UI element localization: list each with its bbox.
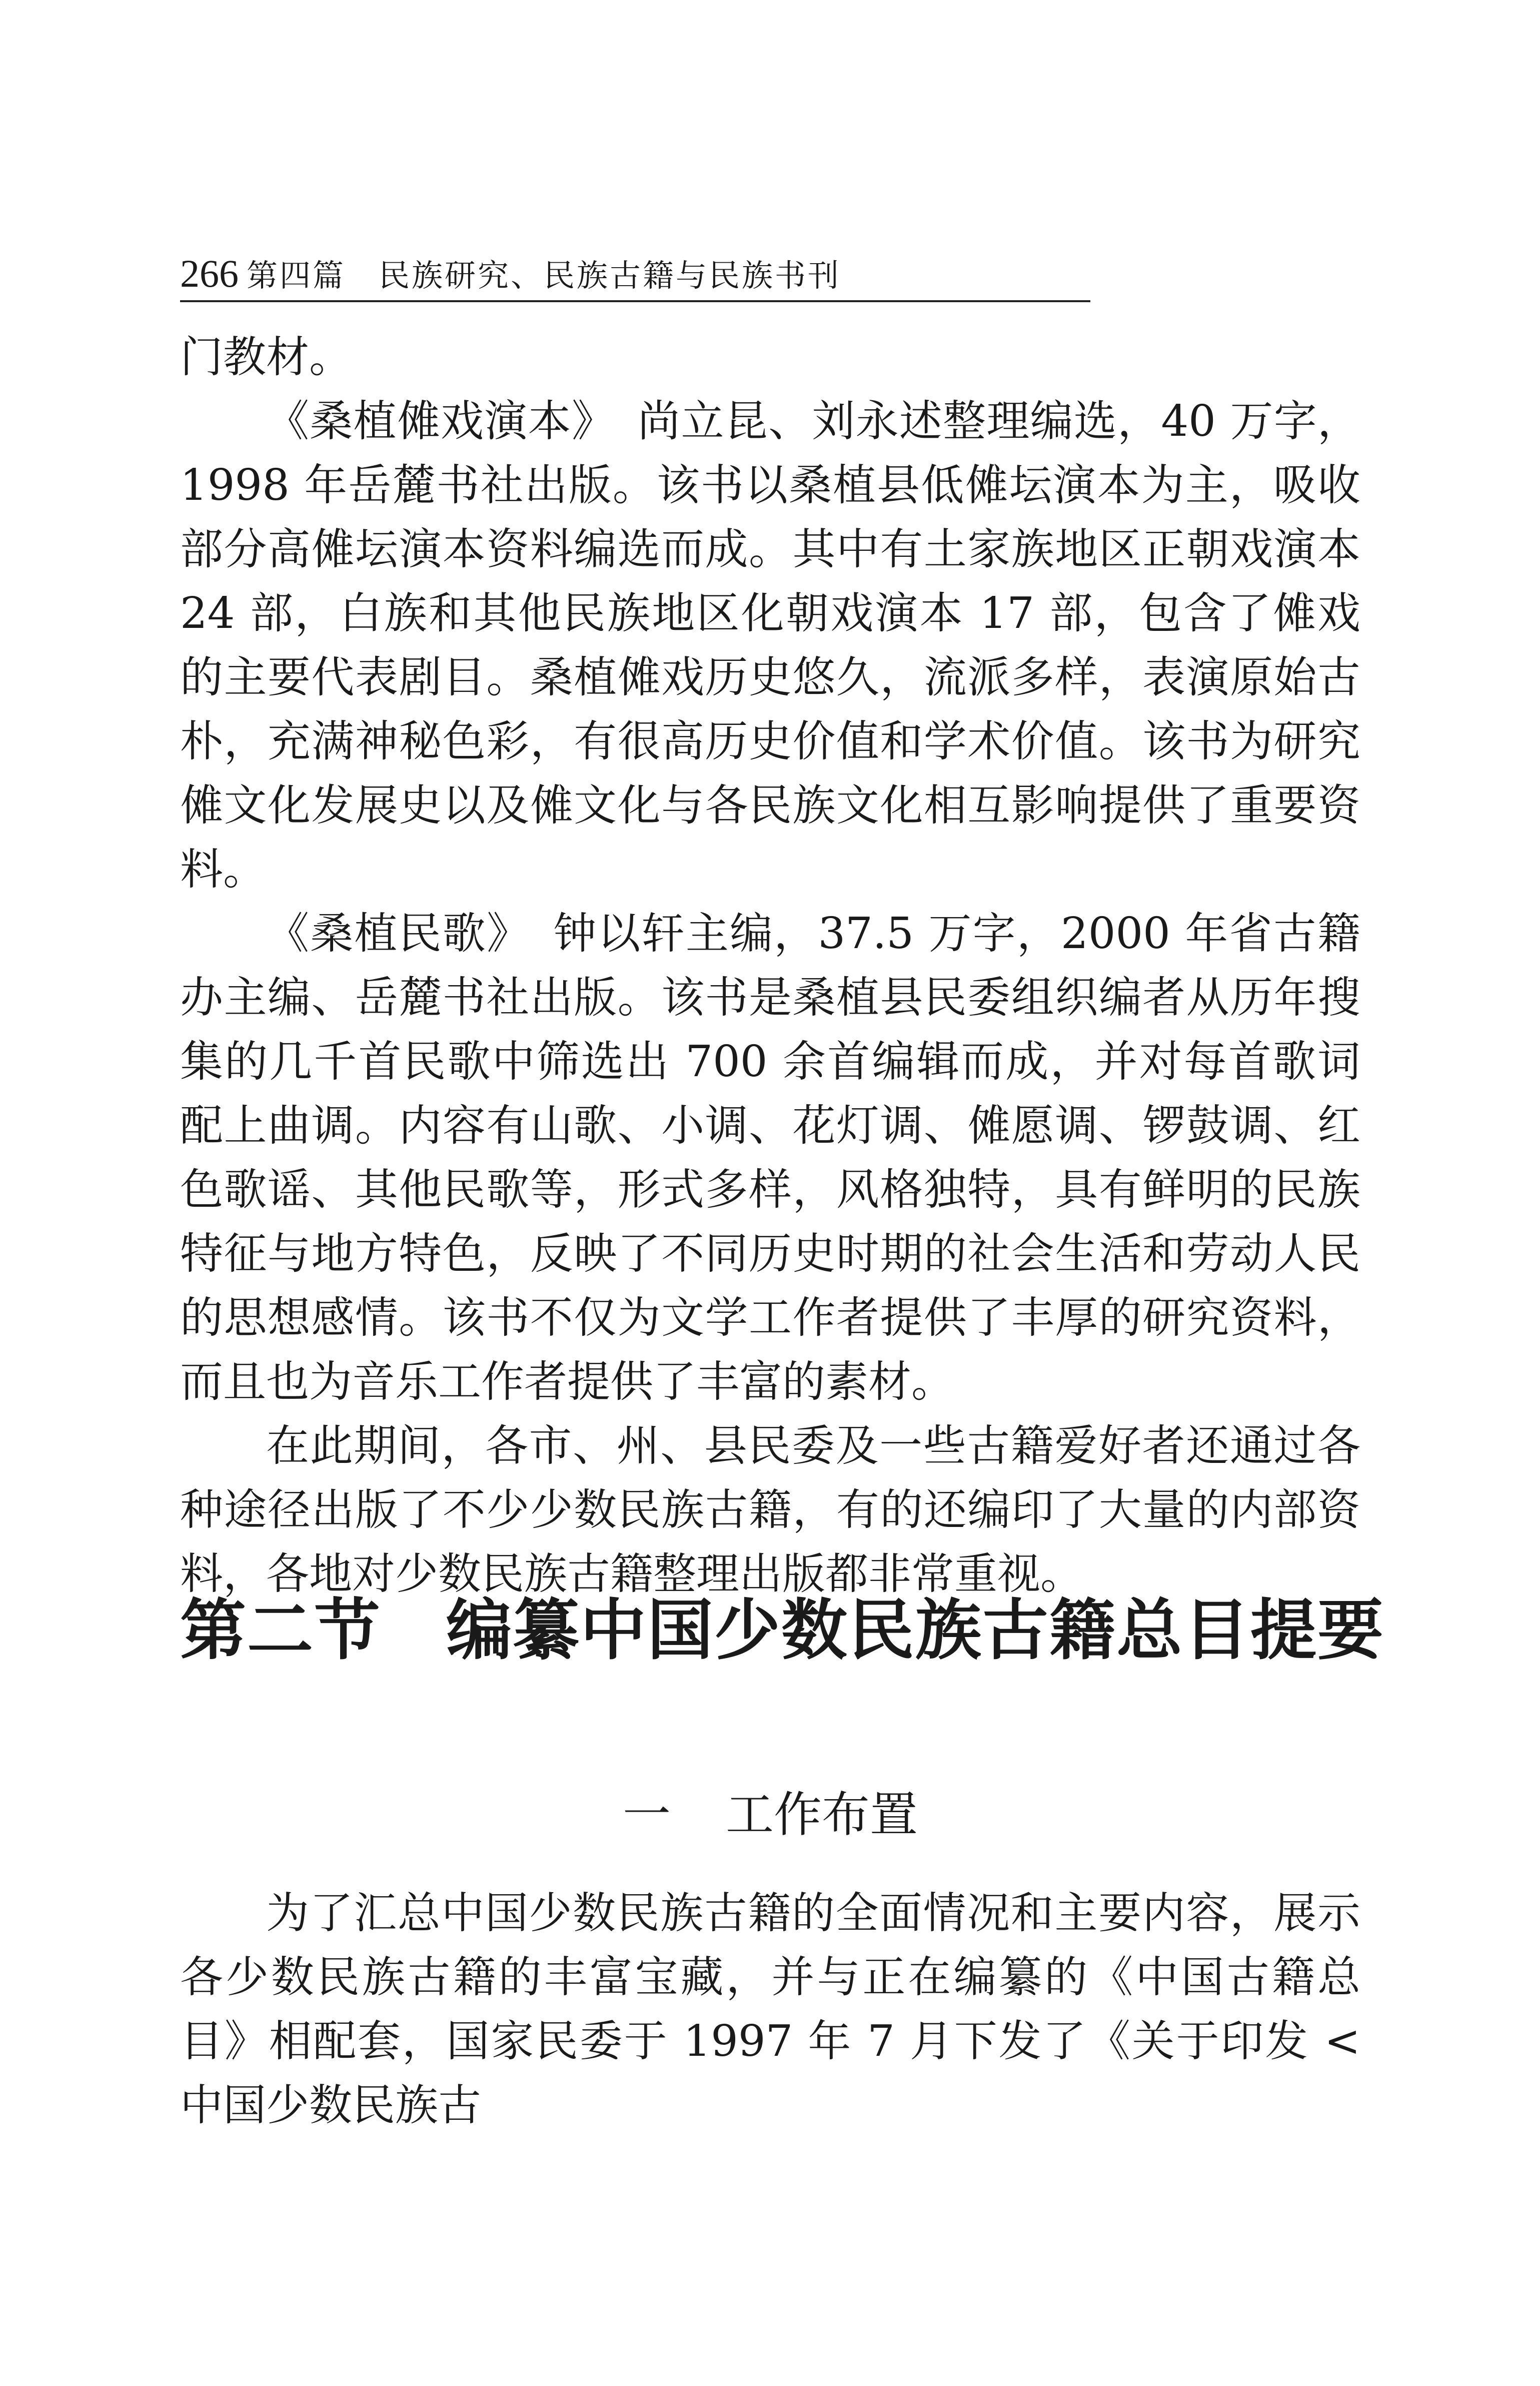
page-number: 266 bbox=[180, 252, 239, 295]
paragraph: 《桑植傩戏演本》 尚立昆、刘永述整理编选，40 万字，1998 年岳麓书社出版。该书以桑植县低傩坛演本为主，吸收部分高傩坛演本资料编选而成。其中有土家族地区正朝戏演本 24 部，白族和其他民族地区化朝戏演本 17 部，包含了傩戏的主要代表剧目。桑植傩戏历史悠久，流派多样，表演原始古朴，充满神秘色彩，有很高历史价值和学术价值。该书为研究傩文化发展史以及傩文化与各民族文化相互影响提供了重要资料。 bbox=[180, 396, 1360, 895]
section-title: 编纂中国少数民族古籍总目提要 bbox=[446, 1592, 1384, 1669]
paragraph: 《桑植民歌》 钟以轩主编，37.5 万字，2000 年省古籍办主编、岳麓书社出版。该书是桑植县民委组织编者从历年搜集的几千首民歌中筛选出 700 余首编辑而成，并对每首歌词配上曲调。内容有山歌、小调、花灯调、傩愿调、锣鼓调、红色歌谣、其他民歌等，形式多样，风格独特，具有鲜明的民族特征与地方特色，反映了不同历史时期的社会生活和劳动人民的思想感情。该书不仅为文学工作者提供了丰厚的研究资料，而且也为音乐工作者提供了丰富的素材。 bbox=[180, 909, 1360, 1407]
running-header-title: 第四篇 民族研究、民族古籍与民族书刊 bbox=[247, 257, 841, 294]
subsection-number: 一 bbox=[623, 1787, 671, 1843]
body-text-continued bbox=[180, 1881, 1360, 2137]
body-text bbox=[180, 325, 1360, 1606]
section-heading bbox=[180, 1591, 1384, 1670]
subsection-title: 工作布置 bbox=[726, 1787, 918, 1843]
paragraph: 为了汇总中国少数民族古籍的全面情况和主要内容，展示各少数民族古籍的丰富宝藏，并与正在编纂的《中国古籍总目》相配套，国家民委于 1997 年 7 月下发了《关于印发 < 中国少数民族古 bbox=[180, 1888, 1360, 2130]
subsection-heading bbox=[180, 1786, 1360, 1844]
running-header bbox=[180, 245, 1090, 302]
paragraph: 门教材。 bbox=[180, 332, 352, 382]
paragraph: 在此期间，各市、州、县民委及一些古籍爱好者还通过各种途径出版了不少少数民族古籍，有的还编印了大量的内部资料，各地对少数民族古籍整理出版都非常重视。 bbox=[180, 1421, 1360, 1599]
section-number: 第二节 bbox=[180, 1592, 381, 1669]
